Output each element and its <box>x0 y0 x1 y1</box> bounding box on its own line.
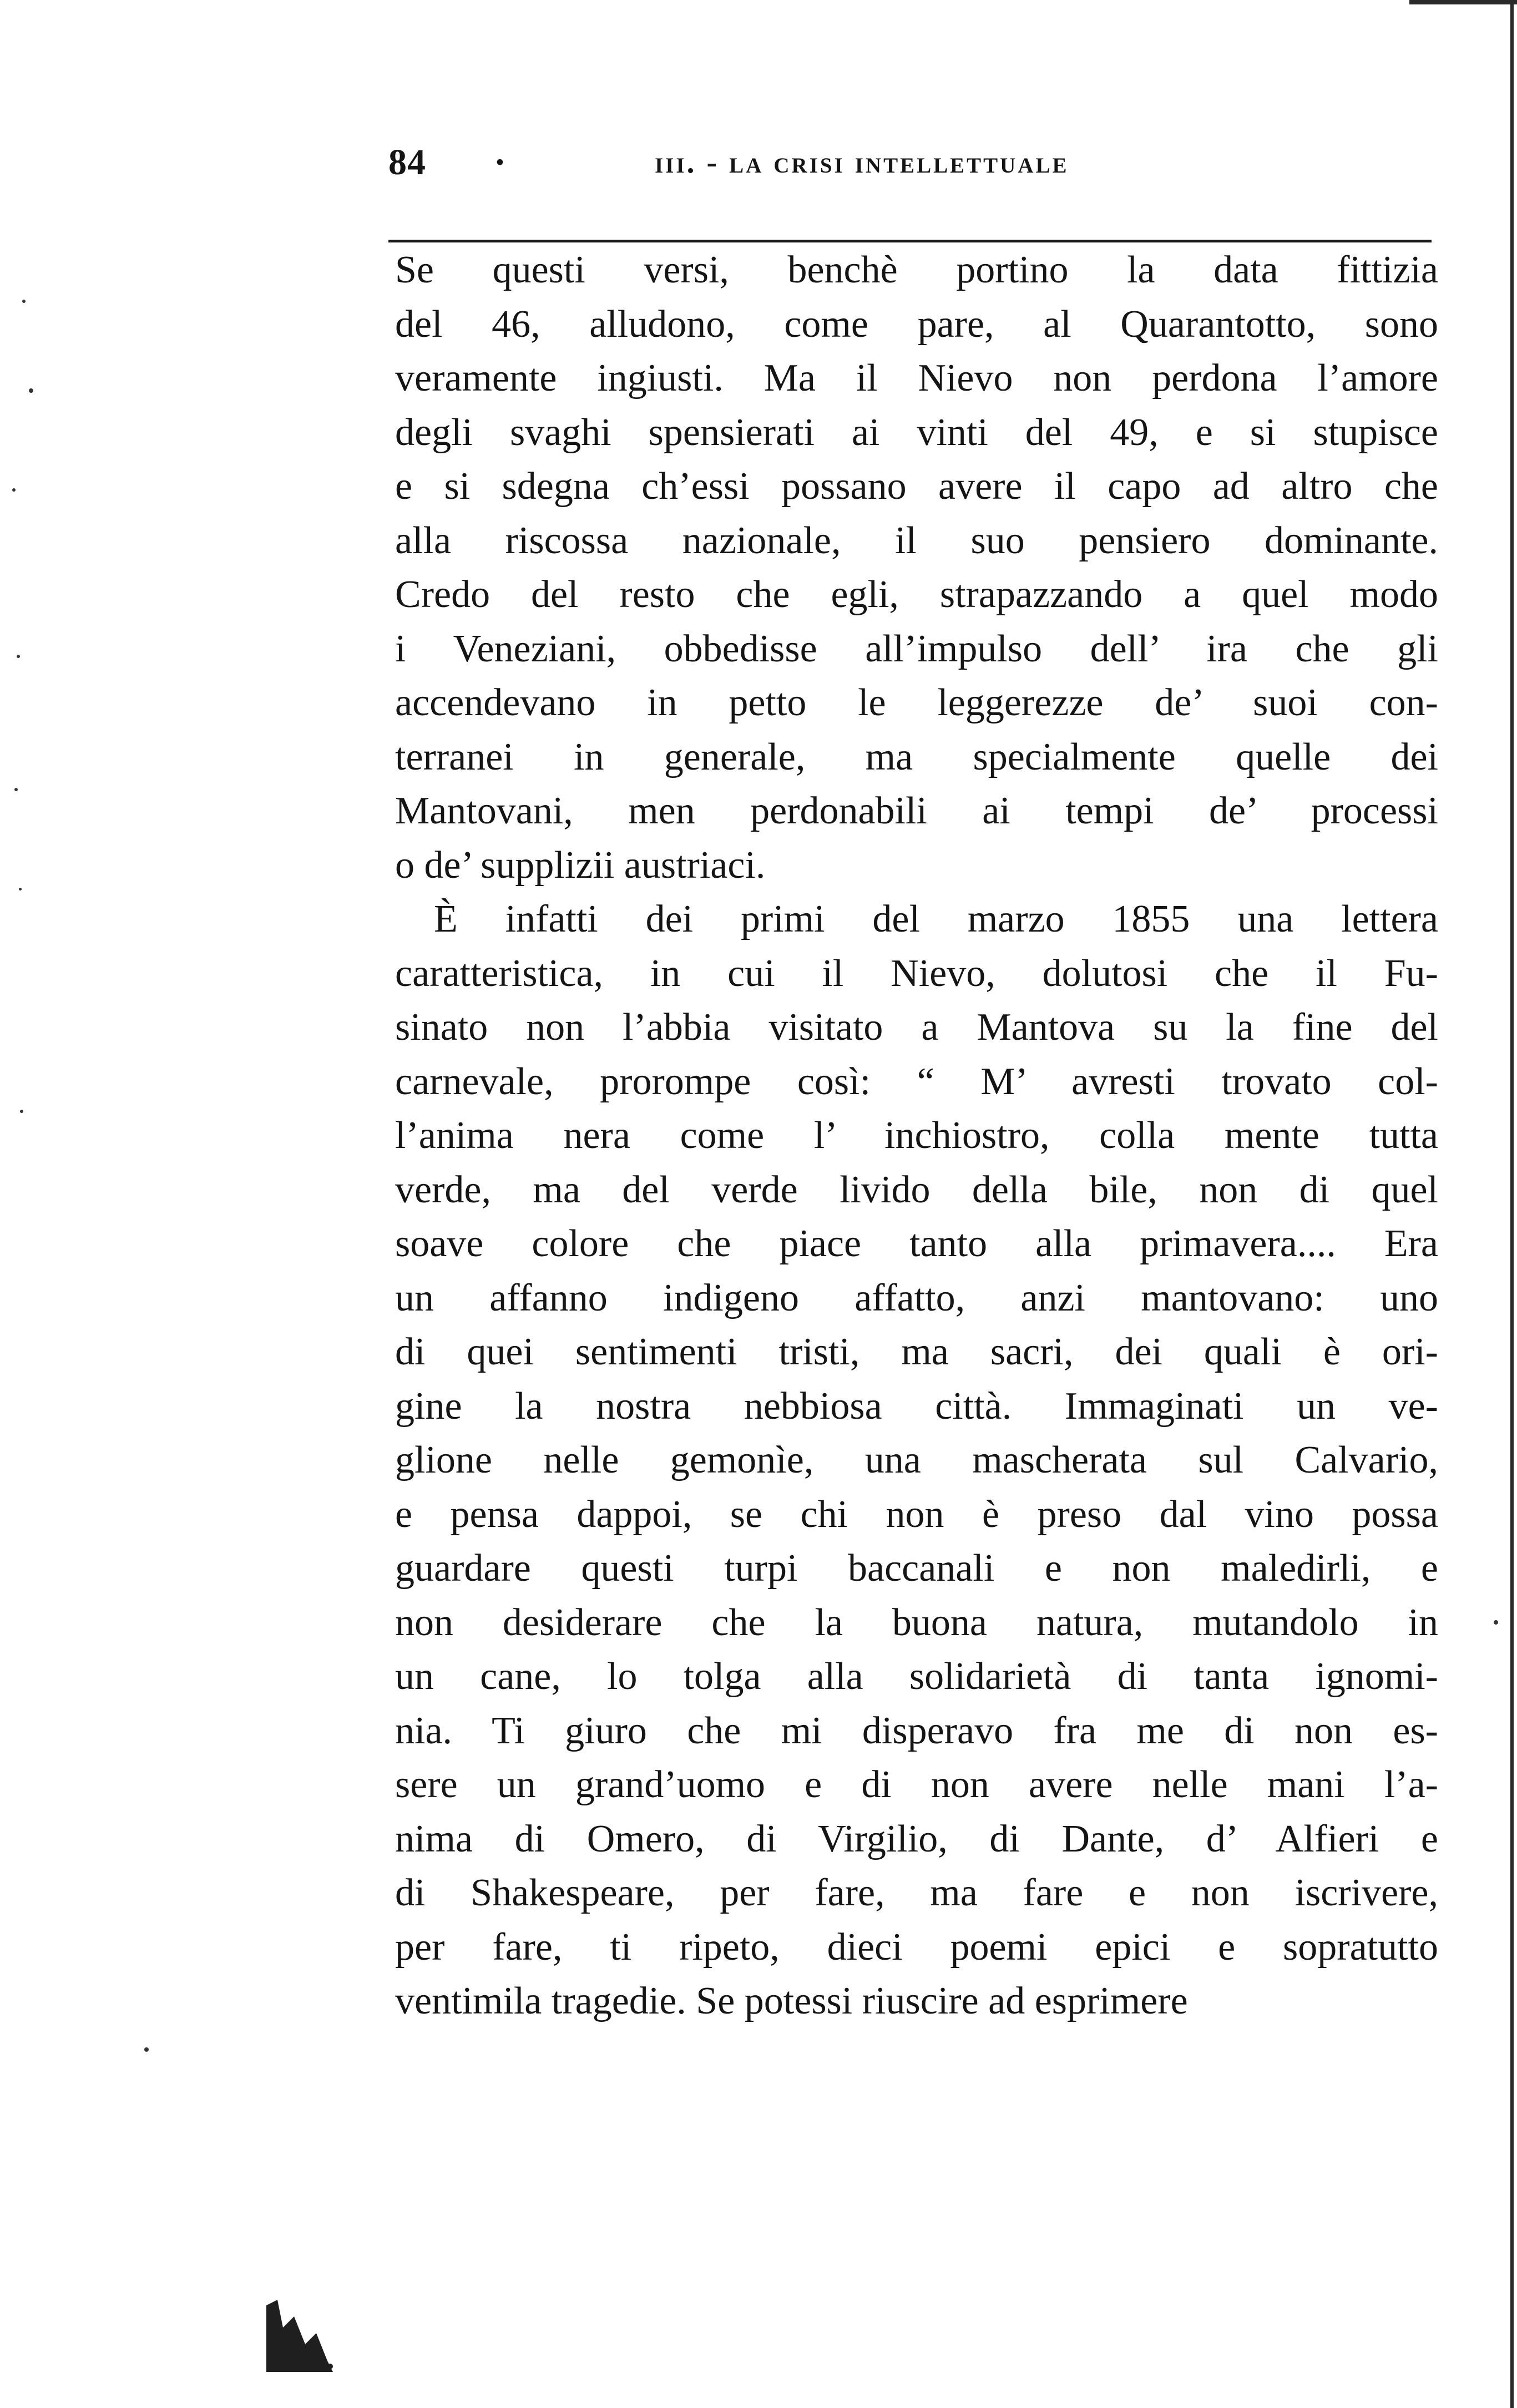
scan-speck <box>20 1110 23 1113</box>
text-line: guardare questi turpi baccanali e non maledirli, e <box>395 1547 1438 1590</box>
text-line: i Veneziani, obbedisse all’impulso dell’ ira che gli <box>395 627 1438 670</box>
paragraph-start-line: È infatti dei primi del marzo 1855 una lettera <box>434 898 1438 940</box>
scan-edge-right <box>1510 0 1514 2408</box>
text-line: un cane, lo tolga alla solidarietà di tanta ignomi- <box>395 1655 1438 1698</box>
text-line: verde, ma del verde livido della bile, non di quel <box>395 1168 1438 1211</box>
text-line: nima di Omero, di Virgilio, di Dante, d’ Alfieri e <box>395 1817 1438 1860</box>
text-line: nia. Ti giuro che mi disperavo fra me di non es- <box>395 1709 1438 1752</box>
text-line: non desiderare che la buona natura, mutandolo in <box>395 1601 1438 1644</box>
scan-speck <box>12 488 16 492</box>
header-separator: · <box>494 142 507 183</box>
scan-speck <box>19 888 22 891</box>
text-line: e si sdegna ch’essi possano avere il capo ad altro che <box>395 465 1438 508</box>
running-head <box>388 141 1432 197</box>
text-line: per fare, ti ripeto, dieci poemi epici e sopratutto <box>395 1925 1438 1969</box>
text-line: di quei sentimenti tristi, ma sacri, dei quali è ori- <box>395 1331 1438 1373</box>
scan-speck <box>22 300 26 303</box>
scan-speck <box>14 788 18 791</box>
text-line: Se questi versi, benchè portino la data fittizia <box>395 249 1438 291</box>
text-line: di Shakespeare, per fare, ma fare e non iscrivere, <box>395 1871 1438 1914</box>
text-line: terranei in generale, ma specialmente quelle dei <box>395 735 1438 778</box>
scan-speck <box>1494 1620 1498 1625</box>
text-line: veramente ingiusti. Ma il Nievo non perdona l’amore <box>395 357 1438 399</box>
text-line: degli svaghi spensierati ai vinti del 49, e si stupisce <box>395 411 1438 454</box>
text-line: Mantovani, men perdonabili ai tempi de’ processi <box>395 790 1438 832</box>
body-text <box>395 243 1438 2028</box>
scan-speck <box>144 2047 149 2052</box>
text-line: glione nelle gemonìe, una mascherata sul Calvario, <box>395 1439 1438 1481</box>
text-line: carnevale, prorompe così: “ M’ avresti trovato col- <box>395 1060 1438 1103</box>
scan-speck <box>29 388 33 393</box>
library-stamp-icon <box>261 2294 338 2377</box>
header-rule <box>388 240 1432 242</box>
scan-speck <box>17 655 20 658</box>
text-line: ventimila tragedie. Se potessi riuscire ad esprimere <box>395 1980 1188 2022</box>
text-line: gine la nostra nebbiosa città. Immaginati un ve- <box>395 1384 1438 1428</box>
text-line: e pensa dappoi, se chi non è preso dal vino possa <box>395 1493 1438 1536</box>
text-line: soave colore che piace tanto alla primavera.... Era <box>395 1222 1438 1265</box>
text-line: l’anima nera come l’ inchiostro, colla mente tutta <box>395 1114 1438 1157</box>
text-line: caratteristica, in cui il Nievo, dolutosi che il Fu- <box>395 952 1438 995</box>
text-line: Credo del resto che egli, strapazzando a quel modo <box>395 573 1438 616</box>
text-line: alla riscossa nazionale, il suo pensiero dominante. <box>395 519 1438 562</box>
scan-edge-top <box>1409 0 1517 4</box>
page-number: 84 <box>388 142 426 183</box>
text-line: sere un grand’uomo e di non avere nelle mani l’a- <box>395 1763 1438 1806</box>
text-line: accendevano in petto le leggerezze de’ suoi con- <box>395 681 1438 724</box>
text-line: del 46, alludono, come pare, al Quarantotto, sono <box>395 302 1438 346</box>
chapter-title: iii. - la crisi intellettuale <box>655 145 1069 180</box>
text-line: un affanno indigeno affatto, anzi mantovano: uno <box>395 1276 1438 1319</box>
text-line: o de’ supplizii austriaci. <box>395 843 766 887</box>
text-line: sinato non l’abbia visitato a Mantova su la fine del <box>395 1006 1438 1049</box>
